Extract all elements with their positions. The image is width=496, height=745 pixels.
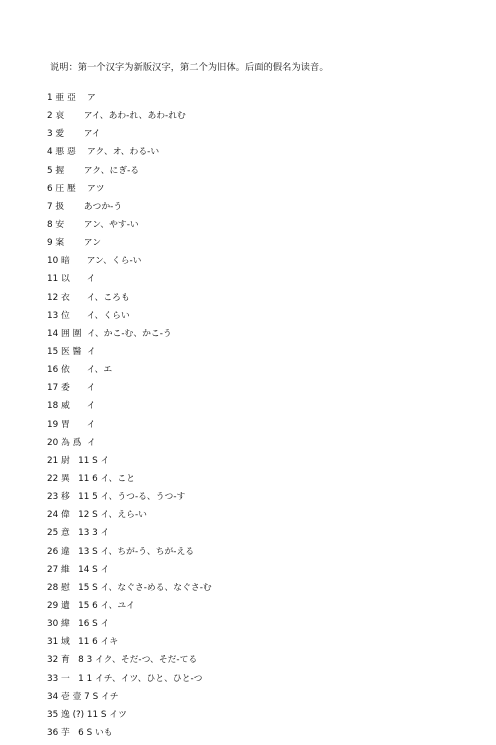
kanji-entry: 32 育 8 3 イク、そだ-つ、そだ-てる — [47, 655, 198, 666]
kanji-entry: 22 異 11 6 イ、こと — [47, 473, 135, 484]
kanji-entry: 10 暗 アン、くら-い — [47, 256, 142, 267]
kanji-entry: 13 位 イ、くらい — [47, 310, 130, 321]
kanji-list — [47, 92, 212, 745]
kanji-entry: 2 哀 アイ、あわ-れ、あわ-れむ — [47, 111, 186, 122]
kanji-entry: 26 違 13 S イ、ちが-う、ちが-える — [47, 546, 195, 557]
kanji-entry: 8 安 アン、やす-い — [47, 219, 139, 230]
kanji-entry: 3 愛 アイ — [47, 129, 101, 140]
kanji-entry: 9 案 アン — [47, 238, 102, 249]
kanji-entry: 7 扱 あつか-う — [47, 201, 123, 212]
kanji-entry: 12 衣 イ、ころも — [47, 292, 130, 303]
kanji-entry: 36 芋 6 S いも — [47, 727, 113, 738]
kanji-entry: 31 域 11 6 イキ — [47, 637, 119, 648]
intro-note: 说明：第一个汉字为新版汉字，第二个为旧体。后面的假名为读音。 — [50, 62, 329, 73]
kanji-entry: 1 亜 亞 ア — [47, 93, 96, 103]
kanji-entry: 23 移 11 5 イ、うつ-る、うつ-す — [47, 492, 186, 503]
kanji-entry: 34 壱 壹 7 S イチ — [47, 691, 119, 702]
kanji-entry: 29 遺 15 6 イ、ユイ — [47, 600, 135, 611]
kanji-entry: 24 偉 12 S イ、えら-い — [47, 510, 147, 521]
kanji-entry: 25 意 13 3 イ — [47, 528, 110, 539]
kanji-entry: 14 囲 圍 イ、かこ-む、かこ-う — [47, 328, 172, 339]
kanji-entry: 6 圧 壓 アツ — [47, 183, 105, 194]
kanji-entry: 35 逸 (?) 11 S イツ — [47, 709, 127, 720]
kanji-entry: 4 悪 惡 アク、オ、わる-い — [47, 147, 160, 158]
kanji-entry: 28 慰 15 S イ、なぐさ-める、なぐさ-む — [47, 582, 212, 593]
kanji-entry: 16 依 イ、エ — [47, 365, 113, 376]
kanji-entry: 19 胃 イ — [47, 419, 96, 430]
kanji-entry: 30 緯 16 S イ — [47, 619, 110, 630]
kanji-entry: 27 維 14 S イ — [47, 564, 110, 575]
kanji-entry: 21 尉 11 S イ — [47, 455, 110, 466]
kanji-entry: 17 委 イ — [47, 383, 96, 394]
kanji-entry: 18 威 イ — [47, 401, 96, 412]
kanji-entry: 20 為 爲 イ — [47, 437, 96, 448]
kanji-entry: 33 一 1 1 イチ、イツ、ひと、ひと-つ — [47, 673, 203, 684]
kanji-entry: 5 握 アク、にぎ-る — [47, 165, 140, 176]
kanji-entry: 11 以 イ — [47, 274, 96, 285]
kanji-entry: 15 医 醫 イ — [47, 346, 96, 357]
